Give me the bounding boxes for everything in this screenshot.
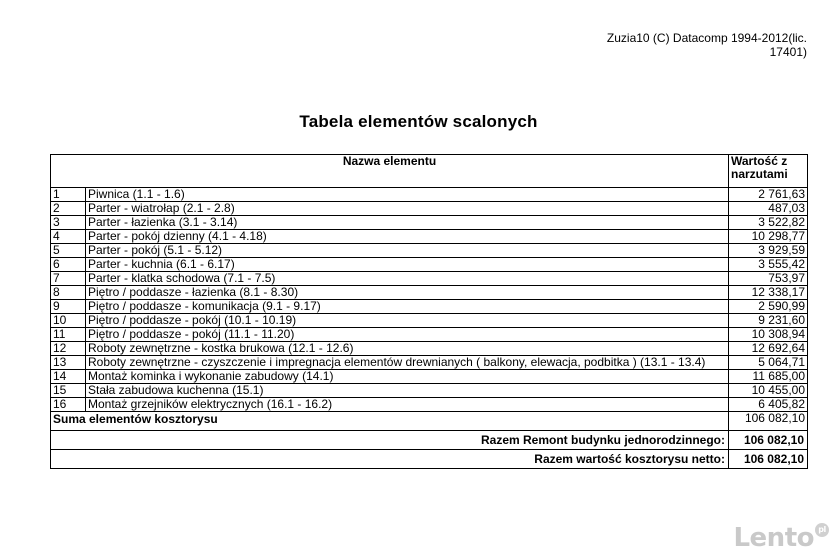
row-element-value: 3 555,42 xyxy=(729,258,808,272)
row-element-value: 6 405,82 xyxy=(729,398,808,412)
row-element-name: Montaż kominka i wykonanie zabudowy (14.1) xyxy=(86,370,729,384)
row-number: 11 xyxy=(51,328,86,342)
sum-label: Suma elementów kosztorysu xyxy=(51,412,729,431)
row-element-name: Parter - wiatrołap (2.1 - 2.8) xyxy=(86,202,729,216)
row-element-value: 11 685,00 xyxy=(729,370,808,384)
total-value-building: 106 082,10 xyxy=(729,431,808,450)
copyright-line-2: 17401) xyxy=(769,45,807,59)
row-element-name: Parter - kuchnia (6.1 - 6.17) xyxy=(86,258,729,272)
row-element-value: 487,03 xyxy=(729,202,808,216)
row-number: 5 xyxy=(51,244,86,258)
total-row-net xyxy=(51,450,808,469)
table-row xyxy=(51,300,808,314)
watermark-text: Lento xyxy=(733,523,814,553)
elements-table xyxy=(50,154,808,469)
table-row xyxy=(51,244,808,258)
table-row xyxy=(51,342,808,356)
watermark-badge: pl xyxy=(815,523,829,537)
row-element-name: Parter - klatka schodowa (7.1 - 7.5) xyxy=(86,272,729,286)
table-row xyxy=(51,216,808,230)
row-number: 3 xyxy=(51,216,86,230)
document-title: Tabela elementów scalonych xyxy=(299,112,538,131)
total-label-net: Razem wartość kosztorysu netto: xyxy=(51,450,729,469)
row-element-value: 10 308,94 xyxy=(729,328,808,342)
row-number: 10 xyxy=(51,314,86,328)
row-number: 8 xyxy=(51,286,86,300)
column-header-name: Nazwa elementu xyxy=(51,155,729,188)
table-row xyxy=(51,384,808,398)
row-number: 16 xyxy=(51,398,86,412)
sum-value: 106 082,10 xyxy=(729,412,808,431)
row-element-name: Parter - łazienka (3.1 - 3.14) xyxy=(86,216,729,230)
table-row xyxy=(51,370,808,384)
table-row xyxy=(51,356,808,370)
row-element-value: 10 455,00 xyxy=(729,384,808,398)
row-element-name: Roboty zewnętrzne - kostka brukowa (12.1 - 12.6) xyxy=(86,342,729,356)
row-element-name: Piwnica (1.1 - 1.6) xyxy=(86,188,729,202)
row-number: 6 xyxy=(51,258,86,272)
row-element-value: 3 522,82 xyxy=(729,216,808,230)
row-number: 7 xyxy=(51,272,86,286)
row-number: 4 xyxy=(51,230,86,244)
table-row xyxy=(51,230,808,244)
table-row xyxy=(51,328,808,342)
table-row xyxy=(51,258,808,272)
table-row xyxy=(51,272,808,286)
row-number: 9 xyxy=(51,300,86,314)
row-number: 2 xyxy=(51,202,86,216)
row-element-value: 2 761,63 xyxy=(729,188,808,202)
copyright-line-1: Zuzia10 (C) Datacomp 1994-2012(lic. xyxy=(606,31,807,45)
table-header-row xyxy=(51,155,808,188)
table-row xyxy=(51,286,808,300)
row-element-value: 2 590,99 xyxy=(729,300,808,314)
row-element-value: 5 064,71 xyxy=(729,356,808,370)
row-element-name: Parter - pokój dzienny (4.1 - 4.18) xyxy=(86,230,729,244)
row-element-value: 9 231,60 xyxy=(729,314,808,328)
row-element-name: Piętro / poddasze - pokój (11.1 - 11.20) xyxy=(86,328,729,342)
row-number: 15 xyxy=(51,384,86,398)
row-element-name: Stała zabudowa kuchenna (15.1) xyxy=(86,384,729,398)
table-body xyxy=(51,188,808,412)
total-row-building xyxy=(51,431,808,450)
row-element-value: 12 338,17 xyxy=(729,286,808,300)
total-label-building: Razem Remont budynku jednorodzinnego: xyxy=(51,431,729,450)
row-number: 14 xyxy=(51,370,86,384)
table-row xyxy=(51,398,808,412)
row-element-name: Parter - pokój (5.1 - 5.12) xyxy=(86,244,729,258)
table-row xyxy=(51,314,808,328)
column-header-value: Wartość z narzutami xyxy=(729,155,808,188)
total-value-net: 106 082,10 xyxy=(729,450,808,469)
row-number: 1 xyxy=(51,188,86,202)
copyright-info xyxy=(567,31,807,59)
row-element-value: 753,97 xyxy=(729,272,808,286)
table-row xyxy=(51,202,808,216)
table-row xyxy=(51,188,808,202)
sum-row xyxy=(51,412,808,431)
row-number: 12 xyxy=(51,342,86,356)
lento-watermark-logo xyxy=(733,523,829,553)
row-element-value: 12 692,64 xyxy=(729,342,808,356)
row-element-value: 10 298,77 xyxy=(729,230,808,244)
row-element-name: Roboty zewnętrzne - czyszczenie i impregnacja elementów drewnianych ( balkony, elewacja, podbitka ) (13.1 - 13.4) xyxy=(86,356,729,370)
row-element-name: Piętro / poddasze - komunikacja (9.1 - 9.17) xyxy=(86,300,729,314)
row-number: 13 xyxy=(51,356,86,370)
row-element-name: Montaż grzejników elektrycznych (16.1 - 16.2) xyxy=(86,398,729,412)
row-element-name: Piętro / poddasze - pokój (10.1 - 10.19) xyxy=(86,314,729,328)
row-element-name: Piętro / poddasze - łazienka (8.1 - 8.30) xyxy=(86,286,729,300)
row-element-value: 3 929,59 xyxy=(729,244,808,258)
